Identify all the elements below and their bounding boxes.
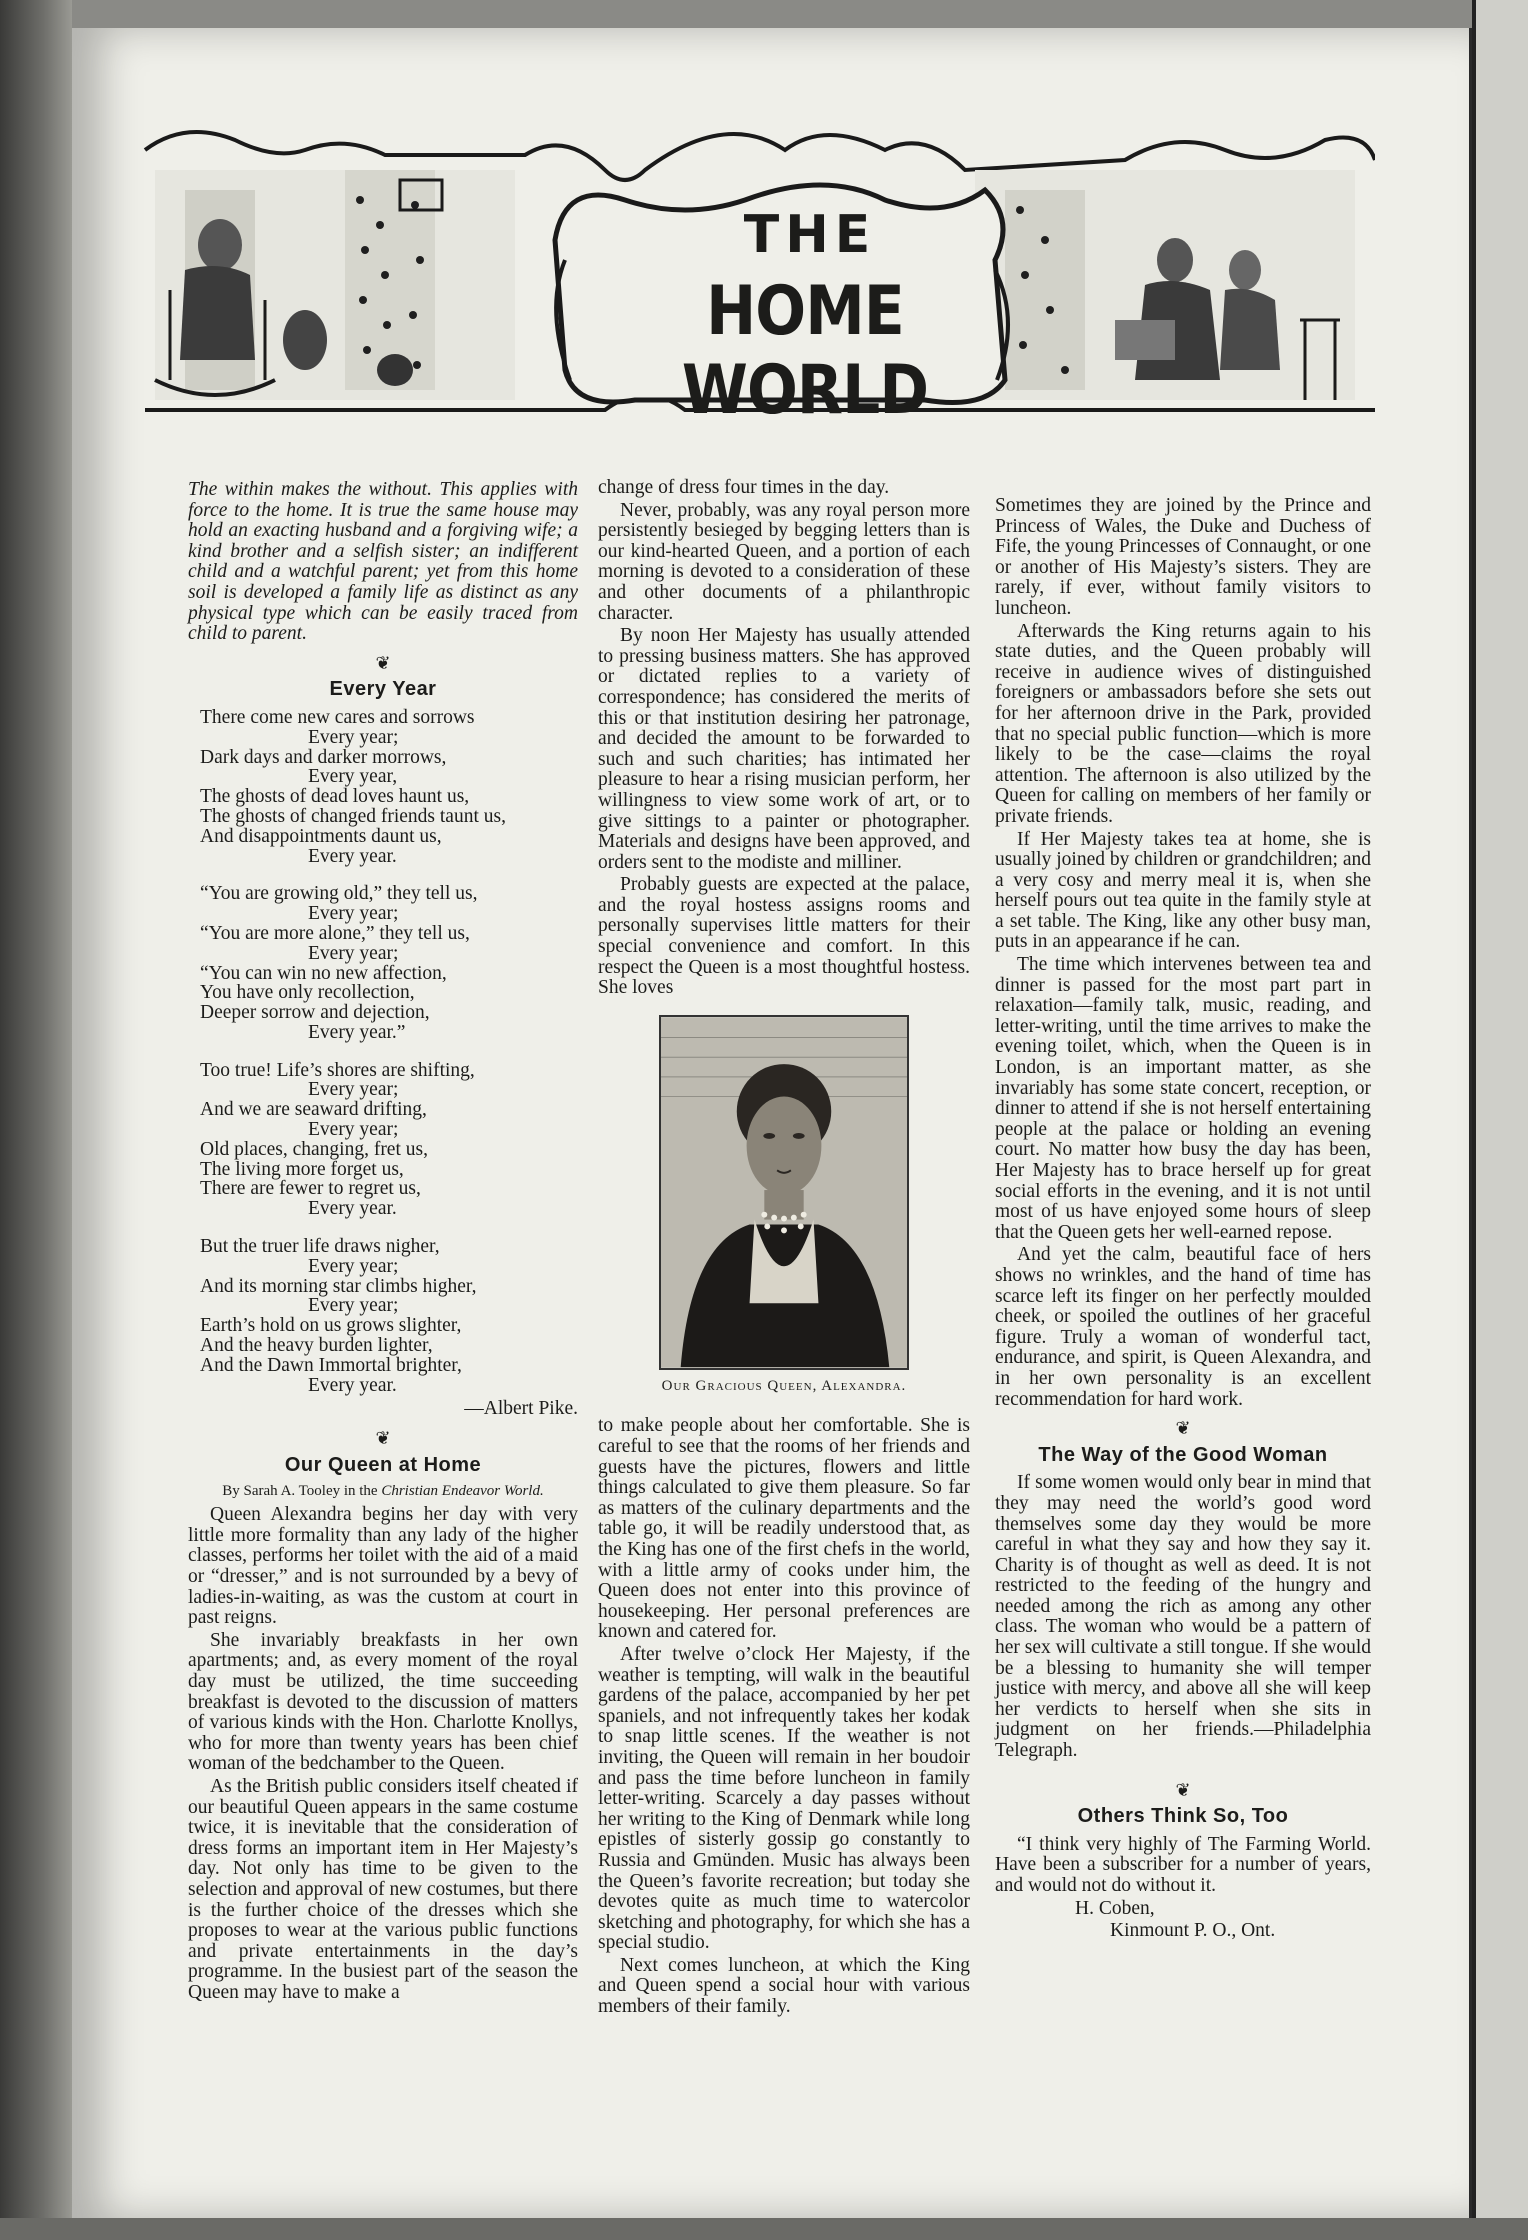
signature-place: Kinmount P. O., Ont.: [1110, 1920, 1276, 1942]
epigraph: The within makes the without. This applies with force to the home. It is true the same house may hold an exacting husband and a forgiving wife; a kind brother and a selfish sister; an indifferent child and a watchful parent; yet from this home soil is developed a family life as distinct as any physical type which can be easily traced from child to parent.: [188, 479, 578, 645]
article-paragraph: If Her Majesty takes tea at home, she is usually joined by children or grandchildren; and a very cosy and merry meal it is, when she herself pours out tea quite in the family style at a set table. The King, like any other busy man, puts in an appearance if he can.: [995, 828, 1371, 953]
poem-line: Too true! Life’s shores are shifting,: [200, 1059, 475, 1081]
signature-name: H. Coben,: [1075, 1897, 1155, 1919]
poem-refrain: Every year;: [308, 1255, 399, 1277]
column-2: [598, 478, 970, 2020]
poem-line: Dark days and darker morrows,: [200, 746, 447, 768]
column-3: [995, 496, 1371, 1944]
poem-line: You have only recollection,: [200, 982, 415, 1004]
poem-line: And its morning star climbs higher,: [200, 1275, 477, 1297]
book-gutter: [0, 0, 72, 2240]
poem-title: Every Year: [329, 678, 437, 701]
poem-refrain: Every year;: [308, 726, 399, 748]
article-paragraph: “I think very highly of The Farming World. Have been a subscriber for a number of years, and would not do without it.: [995, 1833, 1371, 1896]
article-paragraph: She invariably breakfasts in her own apartments; and, as every moment of the royal day must be utilized, the time succeeding breakfast is devoted to the discussion of matters of various kinds with the Hon. Charlotte Knollys, who for more than twenty years has been chief woman of the bedchamber to the Queen.: [188, 1629, 578, 1775]
poem-line: And the heavy burden lighter,: [200, 1335, 433, 1357]
masthead-the: THE: [743, 205, 877, 265]
poem-line: The ghosts of dead loves haunt us,: [200, 786, 470, 808]
article-paragraph: By noon Her Majesty has usually attended to pressing business matters. She has approved or dictated replies to a variety of correspondence; has considered the merits of this or that institution desiring her patronage, and decided the amount to be forwarded to such and such charities; has intimated her pleasure to hear a rising musician perform, her willingness to view some work of art, or to give sittings to a painter or photographer. Materials and designs have been approved, and orders sent to the modiste and milliner.: [598, 625, 970, 873]
queen-portrait: [659, 1015, 909, 1370]
poem-line: There come new cares and sorrows: [200, 706, 475, 728]
poem-refrain: Every year;: [308, 1119, 399, 1141]
article-paragraph: The time which intervenes between tea and dinner is passed for the most part part in relaxation—family talk, music, reading, and letter-writing, until the time arrives to make the evening toilet, which, when the Queen is in London, is an important matter, as she invariably has some state concert, reception, or dinner to attend if she is not herself entertaining people at the palace or holding an evening court. No matter how busy the day has been, Her Majesty has to brace herself up for great social efforts in the evening, and it is not until most of us have enjoyed some hours of sleep that the Queen gets her well-earned repose.: [995, 954, 1371, 1243]
article-paragraph: Next comes luncheon, at which the King and Queen spend a social hour with various members of their family.: [598, 1954, 970, 2018]
poem-line: And the Dawn Immortal brighter,: [200, 1354, 462, 1376]
leaf-ornament-icon: ❦: [375, 652, 391, 673]
poem-line: “You can win no new affection,: [200, 962, 447, 984]
poem-refrain: Every year;: [308, 1079, 399, 1101]
article-paragraph: Never, probably, was any royal person more persistently besieged by begging letters than is our kind-hearted Queen, and a portion of each morning is devoted to a consideration of these and other documents of a philanthropic character.: [598, 499, 970, 624]
article-title: Others Think So, Too: [1077, 1805, 1289, 1828]
leaf-ornament-icon: ❦: [1175, 1418, 1191, 1439]
poem-refrain: Every year.”: [308, 1021, 406, 1043]
poem-refrain: Every year.: [308, 845, 397, 867]
article-paragraph: Afterwards the King returns again to his state duties, and the Queen probably will receive in audience wives of distinguished foreigners or ambassadors before she sets out for her afternoon drive in the Park, provided that no special public function—which is more likely to be the case—claims the royal attention. The afternoon is also utilized by the Queen for calling on members of her family or private friends.: [995, 620, 1371, 827]
poem-refrain: Every year.: [308, 1374, 397, 1396]
leaf-ornament-icon: ❦: [1175, 1779, 1191, 1800]
poem-line: But the truer life draws nigher,: [200, 1236, 440, 1258]
article-paragraph: Probably guests are expected at the palace, and the royal hostess assigns rooms and personally supervises little matters for their special convenience and comfort. In this respect the Queen is a most thoughtful hostess. She loves: [598, 874, 970, 999]
poem-line: There are fewer to regret us,: [200, 1178, 421, 1200]
column-1: [188, 480, 578, 2005]
leaf-ornament-icon: ❦: [375, 1428, 391, 1449]
poem-refrain: Every year,: [308, 766, 398, 788]
poem-refrain: Every year;: [308, 1295, 399, 1317]
poem-stanza: [188, 1061, 578, 1219]
byline-author: By Sarah A. Tooley in the: [222, 1483, 378, 1500]
poem-line: And disappointments daunt us,: [200, 825, 442, 847]
poem-line: Earth’s hold on us grows slighter,: [200, 1315, 462, 1337]
poem-refrain: Every year;: [308, 903, 399, 925]
byline: [188, 1483, 578, 1499]
article-paragraph: And yet the calm, beautiful face of hers shows no wrinkles, and the hand of time has scarce left its finger on her perfectly moulded cheek, or spoiled the outlines of her graceful figure. Truly a woman of wonderful tact, endurance, and spirit, is Queen Alexandra, and in her own personality is an excellent recommendation for hard work.: [995, 1244, 1371, 1410]
article-paragraph: to make people about her comfortable. She is careful to see that the rooms of her friends and guests have the pictures, flowers and little things calculated to give them pleasure. So far as matters of the culinary departments and the table go, it will be readily understood that, as the King has one of the first chefs in the world, with a little army of cooks under him, the Queen does not enter into this province of housekeeping. Her personal preferences are known and catered for.: [598, 1415, 970, 1643]
portrait-image: [661, 1017, 907, 1368]
poem-line: The living more forget us,: [200, 1158, 404, 1180]
article-paragraph: Queen Alexandra begins her day with very little more formality than any lady of the higher classes, performs her toilet with the aid of a maid or “dresser,” and is not surrounded by a bevy of ladies-in-waiting, as was the custom at court in past reigns.: [188, 1504, 578, 1629]
poem-line: Old places, changing, fret us,: [200, 1138, 428, 1160]
article-paragraph: change of dress four times in the day.: [598, 477, 890, 498]
page-edge: [1472, 0, 1528, 2240]
poem-line: The ghosts of changed friends taunt us,: [200, 805, 506, 827]
byline-source: Christian Endeavor World.: [381, 1483, 544, 1500]
article-title: Our Queen at Home: [284, 1453, 482, 1476]
article-title: The Way of the Good Woman: [1038, 1443, 1328, 1466]
portrait-caption: Our Gracious Queen, Alexandra.: [661, 1377, 907, 1394]
poem-line: Deeper sorrow and dejection,: [200, 1002, 430, 1024]
masthead-title: HOME WORLD: [681, 272, 929, 430]
poem-line: And we are seaward drifting,: [200, 1099, 427, 1121]
poem-refrain: Every year;: [308, 942, 399, 964]
poem-stanza: [188, 1237, 578, 1395]
poem-line: “You are more alone,” they tell us,: [200, 922, 470, 944]
poem-line: “You are growing old,” they tell us,: [200, 883, 478, 905]
poem-attribution: —Albert Pike.: [464, 1398, 578, 1420]
poem-refrain: Every year.: [308, 1198, 397, 1220]
article-paragraph: If some women would only bear in mind that they may need the world’s good word themselves some day they would be more careful in what they say and how they say it. Charity is of thought as well as deed. It is not restricted to the feeding of the hungry and needed among the rich as among any other class. The woman who would be a pattern of her sex will cultivate a still tongue. If she would be a blessing to humanity she will temper justice with mercy, and above all she will keep her verdicts to herself when she sits in judgment on her friends.—Philadelphia Telegraph.: [995, 1472, 1371, 1762]
article-paragraph: Sometimes they are joined by the Prince and Princess of Wales, the Duke and Duchess of Fife, the young Princesses of Connaught, or one or another of His Majesty’s sisters. They are rarely, if ever, without family visitors to luncheon.: [995, 495, 1371, 619]
page-edge-bottom: [0, 2218, 1528, 2240]
poem-stanza: [188, 884, 578, 1042]
article-paragraph: As the British public considers itself cheated if our beautiful Queen appears in the same costume twice, it is inevitable that the consideration of dress forms an important item in Her Majesty’s day. Not only has time to be given to the selection and approval of new costumes, but there is the further choice of the dresses which she proposes to wear at the various public functions and private entertainments in the day’s programme. In the busiest part of the season the Queen may have to make a: [188, 1775, 578, 2003]
poem-stanza: [188, 708, 578, 866]
article-paragraph: After twelve o’clock Her Majesty, if the weather is tempting, will walk in the beautiful gardens of the palace, accompanied by her pet spaniels, and not infrequently takes her kodak to snap little scenes. If the weather is not inviting, the Queen will remain in her boudoir and pass the time before luncheon in family letter-writing. Scarcely a day passes without her writing to the King of Denmark while long epistles of sisterly gossip go constantly to Russia and Gmünden. Music has always been the Queen’s favorite recreation; but today she devotes quite as much time to watercolor sketching and photography, for which she has a special studio.: [598, 1643, 970, 1954]
